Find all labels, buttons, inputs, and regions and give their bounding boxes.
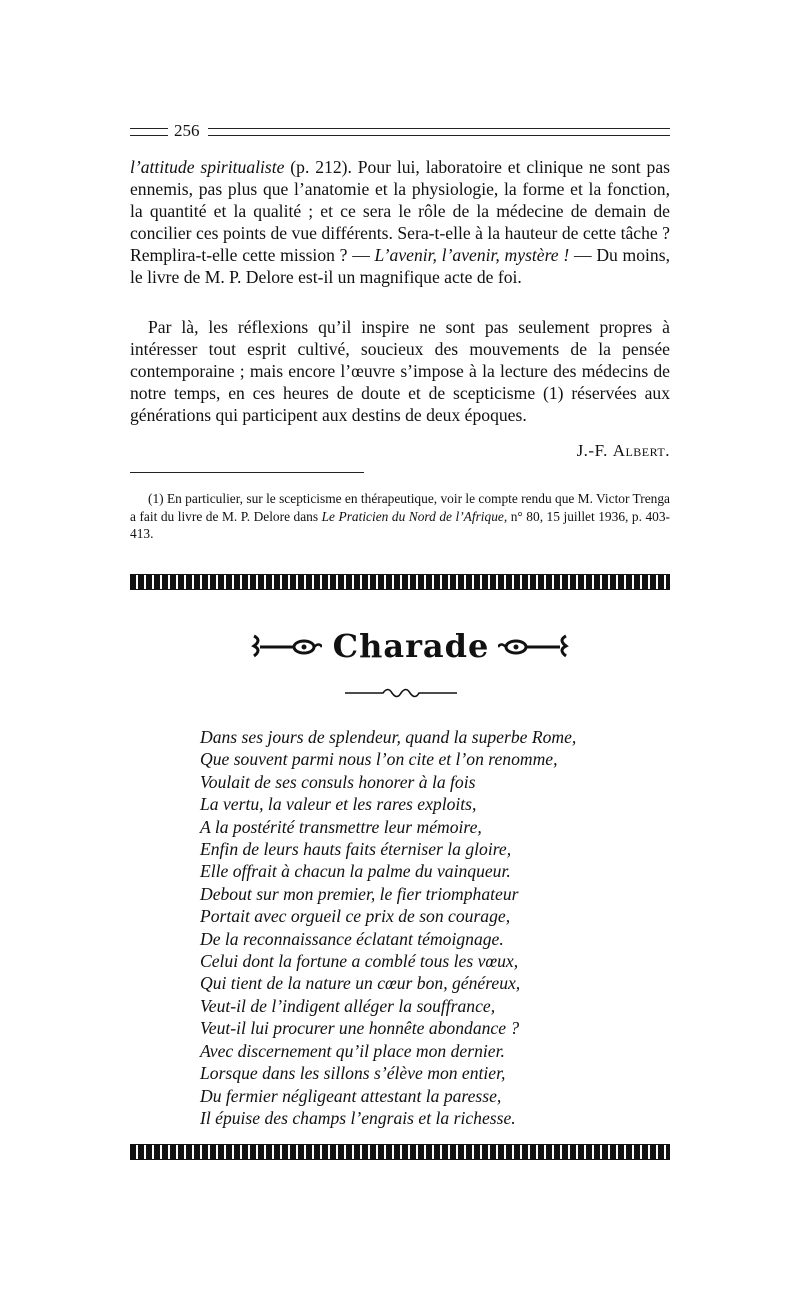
- fleuron-left-icon: [250, 630, 322, 664]
- ornamental-band-bottom: [130, 1144, 670, 1160]
- paragraph-2: [130, 316, 670, 426]
- charade-title: Charade: [332, 627, 490, 665]
- paragraph-1-text-b: — Du moins, le livre de M. P. Delore est-il un magnifique acte de foi.: [130, 245, 670, 287]
- poem-line: Il épuise des champs l’engrais et la richesse.: [200, 1107, 516, 1128]
- poem-line: Du fermier négligeant attestant la paresse,: [200, 1085, 502, 1106]
- title-squiggle-icon: [345, 684, 457, 698]
- author-signature: [130, 440, 670, 462]
- header-rule-right: [208, 128, 670, 136]
- poem-line: Veut-il de l’indigent alléger la souffrance,: [200, 995, 496, 1016]
- paragraph-2-text: Par là, les réflexions qu’il inspire ne sont pas seulement propres à intéresser tout esprit cultivé, soucieux des mouvements de la pensée contemporaine ; mais encore l’œuvre s’impose à la lecture des médecins de notre temps, en ces heures de doute et de scepticisme (1) réservées aux générations qui participent aux destins de deux époques.: [130, 317, 670, 425]
- footnote: [130, 490, 670, 543]
- footnote-rule: [130, 472, 364, 473]
- poem-line: Dans ses jours de splendeur, quand la superbe Rome,: [200, 727, 577, 747]
- charade-title-row: [130, 622, 670, 678]
- paragraph-1-text-a: (p. 212). Pour lui, laboratoire et clinique ne sont pas ennemis, pas plus que l’anatomie et la physiologie, la forme et la fonction, la quantité et la qualité ; et ce sera le rôle de la médecine de demain de concilier ces points de vue différents. Sera-t-elle à la hauteur de cette tâche ? Remplira-t-elle cette mission ? —: [130, 157, 670, 265]
- ornamental-band-top: [130, 574, 670, 590]
- paragraph-1: [130, 156, 670, 288]
- poem-line: Veut-il lui procurer une honnête abondance ?: [200, 1018, 520, 1039]
- poem-line: De la reconnaissance éclatant témoignage.: [200, 928, 504, 949]
- fleuron-right-icon: [498, 630, 570, 664]
- footnote-text-a: (1) En particulier, sur le scepticisme en thérapeutique, voir le compte rendu que M. Victor Trenga a fait du livre de M. P. Delore dans: [130, 491, 670, 524]
- italic-exclamation: L’avenir, l’avenir, mystère !: [374, 245, 570, 265]
- poem-line: Portait avec orgueil ce prix de son courage,: [200, 906, 511, 927]
- page-number: 256: [174, 121, 200, 140]
- page-header: [130, 120, 670, 144]
- charade-poem: [200, 726, 640, 1129]
- header-rule-left: [130, 128, 168, 136]
- poem-line: Debout sur mon premier, le fier triomphateur: [200, 883, 519, 904]
- footnote-journal-title: Le Praticien du Nord de l’Afrique,: [321, 508, 508, 524]
- poem-line: A la postérité transmettre leur mémoire,: [200, 816, 482, 837]
- poem-line: Qui tient de la nature un cœur bon, généreux,: [200, 973, 521, 994]
- italic-phrase: l’attitude spiritualiste: [130, 157, 285, 177]
- poem-line: Voulait de ses consuls honorer à la fois: [200, 771, 476, 792]
- poem-line: La vertu, la valeur et les rares exploits,: [200, 794, 477, 815]
- poem-line: Elle offrait à chacun la palme du vainqueur.: [200, 861, 511, 882]
- poem-line: Celui dont la fortune a comblé tous les vœux,: [200, 951, 519, 972]
- poem-line: Enfin de leurs hauts faits éterniser la gloire,: [200, 839, 512, 860]
- poem-line: Lorsque dans les sillons s’élève mon entier,: [200, 1063, 506, 1084]
- author-initials: J.-F.: [576, 441, 613, 460]
- footnote-text-b: n° 80, 15 juillet 1936, p. 403-413.: [130, 508, 670, 541]
- poem-line: Avec discernement qu’il place mon dernier.: [200, 1040, 505, 1061]
- author-surname: Albert.: [612, 441, 670, 460]
- poem-line: Que souvent parmi nous l’on cite et l’on renomme,: [200, 749, 558, 770]
